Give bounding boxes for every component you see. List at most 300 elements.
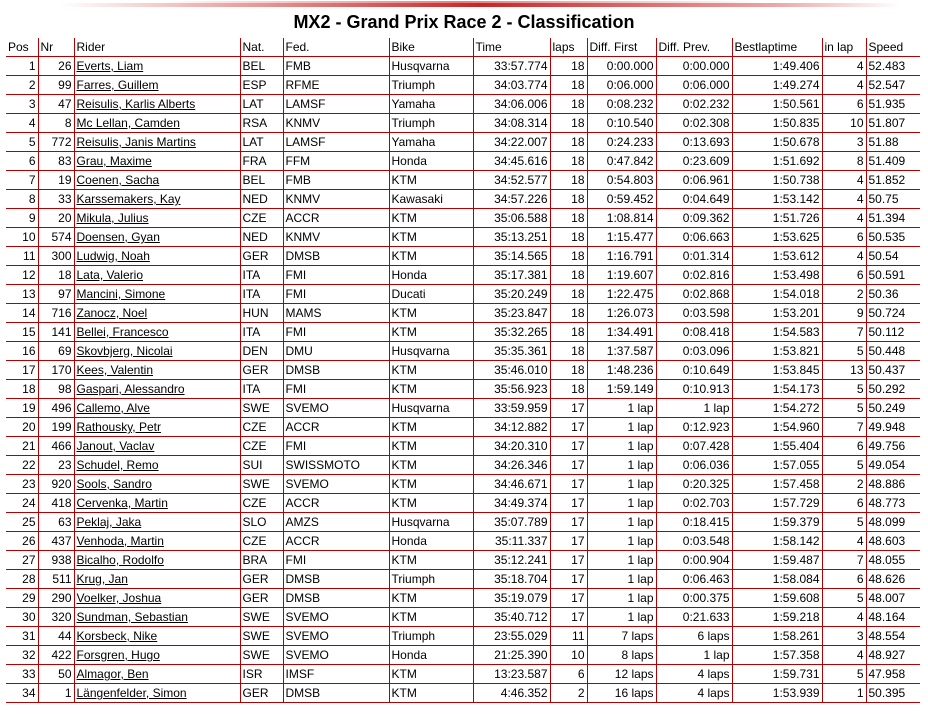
- rider-link[interactable]: Lata, Valerio: [76, 268, 143, 282]
- cell-nr: 716: [38, 304, 74, 323]
- cell-time: 34:08.314: [473, 114, 550, 133]
- cell-in-lap: 7: [822, 323, 866, 342]
- rider-link[interactable]: Reisulis, Janis Martins: [76, 135, 196, 149]
- cell-speed: 50.292: [866, 380, 920, 399]
- cell-nr: 8: [38, 114, 74, 133]
- cell-pos: 5: [6, 133, 38, 152]
- cell-rider: [74, 570, 240, 589]
- cell-in-lap: 5: [822, 456, 866, 475]
- cell-fed: ACCR: [283, 494, 389, 513]
- cell-bestlap: 1:54.173: [732, 380, 822, 399]
- table-row: [6, 285, 920, 304]
- cell-in-lap: 6: [822, 570, 866, 589]
- cell-rider: [74, 589, 240, 608]
- cell-diff-prev: 0:00.904: [656, 551, 732, 570]
- rider-link[interactable]: Kees, Valentin: [76, 363, 153, 377]
- cell-diff-first: 0:59.452: [587, 190, 656, 209]
- table-row: [6, 399, 920, 418]
- cell-fed: AMZS: [283, 513, 389, 532]
- rider-link[interactable]: Schudel, Remo: [76, 458, 159, 472]
- cell-in-lap: 3: [822, 133, 866, 152]
- cell-in-lap: 6: [822, 437, 866, 456]
- cell-bike: Yamaha: [389, 95, 473, 114]
- cell-in-lap: 3: [822, 627, 866, 646]
- cell-pos: 4: [6, 114, 38, 133]
- cell-nat: DEN: [240, 342, 283, 361]
- cell-diff-prev: 0:02.816: [656, 266, 732, 285]
- cell-diff-prev: 0:06.463: [656, 570, 732, 589]
- cell-diff-first: 16 laps: [587, 684, 656, 703]
- cell-diff-first: 1 lap: [587, 456, 656, 475]
- cell-diff-first: 7 laps: [587, 627, 656, 646]
- cell-speed: 50.75: [866, 190, 920, 209]
- cell-in-lap: 1: [822, 684, 866, 703]
- cell-nat: BRA: [240, 551, 283, 570]
- cell-diff-prev: 0:04.649: [656, 190, 732, 209]
- rider-link[interactable]: Sools, Sandro: [76, 477, 152, 491]
- cell-rider: [74, 608, 240, 627]
- cell-speed: 48.603: [866, 532, 920, 551]
- cell-speed: 50.591: [866, 266, 920, 285]
- cell-diff-prev: 0:03.096: [656, 342, 732, 361]
- cell-nat: HUN: [240, 304, 283, 323]
- cell-speed: 48.927: [866, 646, 920, 665]
- cell-rider: [74, 95, 240, 114]
- cell-bike: Husqvarna: [389, 342, 473, 361]
- cell-fed: ACCR: [283, 418, 389, 437]
- cell-bestlap: 1:50.561: [732, 95, 822, 114]
- cell-in-lap: 9: [822, 304, 866, 323]
- cell-nr: 938: [38, 551, 74, 570]
- rider-link[interactable]: Längenfelder, Simon: [76, 686, 187, 700]
- cell-speed: 51.807: [866, 114, 920, 133]
- table-row: [6, 627, 920, 646]
- cell-bike: Husqvarna: [389, 513, 473, 532]
- cell-rider: [74, 361, 240, 380]
- cell-laps: 18: [550, 171, 587, 190]
- table-row: [6, 190, 920, 209]
- column-header-diff-prev: Diff. Prev.: [656, 38, 732, 57]
- cell-nat: SWE: [240, 627, 283, 646]
- cell-bike: Honda: [389, 266, 473, 285]
- cell-bestlap: 1:58.142: [732, 532, 822, 551]
- cell-rider: [74, 551, 240, 570]
- cell-bestlap: 1:53.612: [732, 247, 822, 266]
- cell-bestlap: 1:54.960: [732, 418, 822, 437]
- rider-link[interactable]: Peklaj, Jaka: [76, 515, 142, 529]
- cell-diff-prev: 0:10.649: [656, 361, 732, 380]
- cell-diff-first: 1 lap: [587, 437, 656, 456]
- cell-speed: 48.099: [866, 513, 920, 532]
- cell-time: 35:12.241: [473, 551, 550, 570]
- rider-link[interactable]: Sundman, Sebastian: [76, 610, 188, 624]
- cell-fed: FMI: [283, 437, 389, 456]
- cell-speed: 52.547: [866, 76, 920, 95]
- cell-nat: ITA: [240, 323, 283, 342]
- rider-link[interactable]: Korsbeck, Nike: [76, 629, 158, 643]
- cell-diff-first: 0:10.540: [587, 114, 656, 133]
- rider-link[interactable]: Callemo, Alve: [76, 401, 150, 415]
- cell-rider: [74, 418, 240, 437]
- cell-diff-first: 1:22.475: [587, 285, 656, 304]
- cell-laps: 17: [550, 551, 587, 570]
- cell-diff-first: 1 lap: [587, 494, 656, 513]
- cell-diff-prev: 0:03.598: [656, 304, 732, 323]
- cell-speed: 51.88: [866, 133, 920, 152]
- cell-bike: Triumph: [389, 570, 473, 589]
- cell-in-lap: 6: [822, 228, 866, 247]
- cell-fed: DMSB: [283, 570, 389, 589]
- rider-link[interactable]: Coenen, Sacha: [76, 173, 160, 187]
- table-row: [6, 532, 920, 551]
- cell-laps: 17: [550, 456, 587, 475]
- cell-bike: Husqvarna: [389, 399, 473, 418]
- cell-pos: 26: [6, 532, 38, 551]
- cell-speed: 49.054: [866, 456, 920, 475]
- cell-bestlap: 1:54.018: [732, 285, 822, 304]
- cell-bike: Ducati: [389, 285, 473, 304]
- cell-fed: KNMV: [283, 228, 389, 247]
- cell-diff-first: 1 lap: [587, 513, 656, 532]
- cell-rider: [74, 475, 240, 494]
- cell-bike: KTM: [389, 171, 473, 190]
- rider-link[interactable]: Bicalho, Rodolfo: [76, 553, 164, 567]
- cell-speed: 51.394: [866, 209, 920, 228]
- cell-speed: 51.852: [866, 171, 920, 190]
- cell-fed: KNMV: [283, 190, 389, 209]
- column-header-fed: Fed.: [283, 38, 389, 57]
- cell-pos: 9: [6, 209, 38, 228]
- cell-fed: SVEMO: [283, 646, 389, 665]
- cell-bestlap: 1:55.404: [732, 437, 822, 456]
- cell-in-lap: 4: [822, 532, 866, 551]
- table-row: [6, 494, 920, 513]
- rider-link[interactable]: Skovbjerg, Nicolai: [76, 344, 173, 358]
- rider-link[interactable]: Krug, Jan: [76, 572, 128, 586]
- cell-diff-first: 1:37.587: [587, 342, 656, 361]
- cell-time: 35:06.588: [473, 209, 550, 228]
- cell-bike: Triumph: [389, 76, 473, 95]
- cell-nr: 290: [38, 589, 74, 608]
- results-table: [6, 38, 920, 703]
- cell-diff-prev: 0:06.000: [656, 76, 732, 95]
- cell-pos: 27: [6, 551, 38, 570]
- table-header-row: [6, 38, 920, 57]
- cell-nr: 511: [38, 570, 74, 589]
- cell-laps: 17: [550, 399, 587, 418]
- cell-pos: 34: [6, 684, 38, 703]
- cell-in-lap: 6: [822, 95, 866, 114]
- rider-link[interactable]: Mancini, Simone: [76, 287, 166, 301]
- cell-pos: 16: [6, 342, 38, 361]
- cell-fed: SWISSMOTO: [283, 456, 389, 475]
- rider-link[interactable]: Voelker, Joshua: [76, 591, 162, 605]
- cell-in-lap: 5: [822, 342, 866, 361]
- cell-nr: 466: [38, 437, 74, 456]
- cell-nr: 20: [38, 209, 74, 228]
- rider-link[interactable]: Almagor, Ben: [76, 667, 149, 681]
- cell-bestlap: 1:50.738: [732, 171, 822, 190]
- cell-rider: [74, 399, 240, 418]
- rider-link[interactable]: Zanocz, Noel: [76, 306, 148, 320]
- cell-fed: FMI: [283, 551, 389, 570]
- cell-diff-prev: 0:10.913: [656, 380, 732, 399]
- table-row: [6, 437, 920, 456]
- cell-diff-prev: 0:21.633: [656, 608, 732, 627]
- cell-nr: 772: [38, 133, 74, 152]
- cell-time: 34:12.882: [473, 418, 550, 437]
- cell-speed: 48.626: [866, 570, 920, 589]
- cell-rider: [74, 532, 240, 551]
- rider-link[interactable]: Grau, Maxime: [76, 154, 152, 168]
- rider-link[interactable]: Gaspari, Alessandro: [76, 382, 185, 396]
- cell-diff-prev: 0:02.868: [656, 285, 732, 304]
- cell-bestlap: 1:57.458: [732, 475, 822, 494]
- cell-diff-prev: 4 laps: [656, 665, 732, 684]
- cell-bestlap: 1:57.729: [732, 494, 822, 513]
- table-row: [6, 456, 920, 475]
- rider-link[interactable]: Venhoda, Martin: [76, 534, 164, 548]
- cell-nr: 437: [38, 532, 74, 551]
- table-row: [6, 418, 920, 437]
- cell-pos: 31: [6, 627, 38, 646]
- cell-time: 21:25.390: [473, 646, 550, 665]
- cell-bestlap: 1:59.608: [732, 589, 822, 608]
- cell-diff-first: 1 lap: [587, 551, 656, 570]
- rider-link[interactable]: Ludwig, Noah: [76, 249, 150, 263]
- cell-nat: CZE: [240, 437, 283, 456]
- cell-rider: [74, 228, 240, 247]
- table-row: [6, 76, 920, 95]
- cell-nr: 320: [38, 608, 74, 627]
- cell-diff-prev: 0:06.961: [656, 171, 732, 190]
- cell-laps: 17: [550, 494, 587, 513]
- cell-diff-prev: 0:02.703: [656, 494, 732, 513]
- cell-nat: LAT: [240, 95, 283, 114]
- cell-nat: SUI: [240, 456, 283, 475]
- cell-nat: CZE: [240, 494, 283, 513]
- cell-rider: [74, 380, 240, 399]
- cell-rider: [74, 209, 240, 228]
- cell-diff-prev: 0:02.308: [656, 114, 732, 133]
- column-header-pos: Pos: [6, 38, 38, 57]
- cell-time: 34:49.374: [473, 494, 550, 513]
- cell-pos: 24: [6, 494, 38, 513]
- cell-laps: 17: [550, 570, 587, 589]
- cell-diff-first: 0:47.842: [587, 152, 656, 171]
- cell-nr: 18: [38, 266, 74, 285]
- cell-diff-prev: 0:01.314: [656, 247, 732, 266]
- cell-time: 34:57.226: [473, 190, 550, 209]
- cell-bike: Honda: [389, 532, 473, 551]
- cell-rider: [74, 304, 240, 323]
- rider-link[interactable]: Janout, Vaclav: [76, 439, 155, 453]
- cell-diff-prev: 0:18.415: [656, 513, 732, 532]
- cell-time: 35:19.079: [473, 589, 550, 608]
- cell-fed: FMI: [283, 380, 389, 399]
- column-header-rider: Rider: [74, 38, 240, 57]
- rider-link[interactable]: Everts, Liam: [76, 59, 144, 73]
- cell-diff-first: 1 lap: [587, 399, 656, 418]
- cell-diff-first: 12 laps: [587, 665, 656, 684]
- page-title: MX2 - Grand Prix Race 2 - Classification: [293, 12, 635, 32]
- table-row: [6, 570, 920, 589]
- rider-link[interactable]: Farres, Guillem: [76, 78, 159, 92]
- cell-rider: [74, 494, 240, 513]
- cell-nat: BEL: [240, 57, 283, 76]
- cell-bestlap: 1:53.821: [732, 342, 822, 361]
- cell-rider: [74, 133, 240, 152]
- table-row: [6, 247, 920, 266]
- cell-diff-first: 0:08.232: [587, 95, 656, 114]
- cell-pos: 11: [6, 247, 38, 266]
- cell-diff-first: 0:06.000: [587, 76, 656, 95]
- cell-bike: Honda: [389, 152, 473, 171]
- cell-laps: 11: [550, 627, 587, 646]
- cell-nat: ITA: [240, 285, 283, 304]
- table-row: [6, 665, 920, 684]
- rider-link[interactable]: Mc Lellan, Camden: [76, 116, 180, 130]
- cell-diff-first: 1:48.236: [587, 361, 656, 380]
- cell-fed: KNMV: [283, 114, 389, 133]
- cell-laps: 17: [550, 418, 587, 437]
- cell-bestlap: 1:51.692: [732, 152, 822, 171]
- header-decoration: [0, 0, 928, 10]
- cell-nr: 23: [38, 456, 74, 475]
- cell-in-lap: 4: [822, 247, 866, 266]
- cell-laps: 18: [550, 57, 587, 76]
- cell-rider: [74, 285, 240, 304]
- cell-rider: [74, 342, 240, 361]
- cell-fed: FMB: [283, 57, 389, 76]
- cell-nr: 496: [38, 399, 74, 418]
- cell-nr: 170: [38, 361, 74, 380]
- cell-time: 13:23.587: [473, 665, 550, 684]
- cell-laps: 18: [550, 152, 587, 171]
- cell-rider: [74, 57, 240, 76]
- cell-nr: 98: [38, 380, 74, 399]
- cell-diff-prev: 0:13.693: [656, 133, 732, 152]
- cell-time: 35:17.381: [473, 266, 550, 285]
- cell-diff-prev: 0:06.663: [656, 228, 732, 247]
- cell-diff-prev: 0:20.325: [656, 475, 732, 494]
- cell-laps: 2: [550, 684, 587, 703]
- rider-link[interactable]: Forsgren, Hugo: [76, 648, 160, 662]
- cell-pos: 10: [6, 228, 38, 247]
- cell-fed: RFME: [283, 76, 389, 95]
- cell-fed: FMI: [283, 266, 389, 285]
- cell-laps: 17: [550, 589, 587, 608]
- cell-diff-prev: 0:06.036: [656, 456, 732, 475]
- cell-pos: 6: [6, 152, 38, 171]
- cell-fed: DMSB: [283, 589, 389, 608]
- cell-in-lap: 5: [822, 399, 866, 418]
- cell-pos: 28: [6, 570, 38, 589]
- cell-bike: Yamaha: [389, 133, 473, 152]
- cell-fed: FMI: [283, 323, 389, 342]
- cell-fed: SVEMO: [283, 475, 389, 494]
- cell-nat: ISR: [240, 665, 283, 684]
- cell-rider: [74, 247, 240, 266]
- cell-nr: 33: [38, 190, 74, 209]
- cell-nat: GER: [240, 247, 283, 266]
- cell-speed: 50.54: [866, 247, 920, 266]
- cell-bestlap: 1:53.939: [732, 684, 822, 703]
- cell-nat: GER: [240, 361, 283, 380]
- cell-laps: 18: [550, 361, 587, 380]
- cell-in-lap: 7: [822, 551, 866, 570]
- cell-in-lap: 4: [822, 57, 866, 76]
- cell-in-lap: 8: [822, 152, 866, 171]
- cell-nr: 97: [38, 285, 74, 304]
- cell-speed: 50.535: [866, 228, 920, 247]
- cell-bike: Triumph: [389, 114, 473, 133]
- cell-time: 33:59.959: [473, 399, 550, 418]
- cell-bestlap: 1:58.261: [732, 627, 822, 646]
- cell-nr: 63: [38, 513, 74, 532]
- cell-pos: 7: [6, 171, 38, 190]
- cell-speed: 51.935: [866, 95, 920, 114]
- rider-link[interactable]: Cervenka, Martin: [76, 496, 168, 510]
- table-row: [6, 589, 920, 608]
- rider-link[interactable]: Karssemakers, Kay: [76, 192, 181, 206]
- cell-pos: 33: [6, 665, 38, 684]
- cell-bestlap: 1:59.218: [732, 608, 822, 627]
- cell-bestlap: 1:53.625: [732, 228, 822, 247]
- cell-laps: 18: [550, 209, 587, 228]
- table-row: [6, 266, 920, 285]
- cell-bike: KTM: [389, 323, 473, 342]
- cell-time: 35:20.249: [473, 285, 550, 304]
- cell-fed: DMSB: [283, 684, 389, 703]
- rider-link[interactable]: Rathousky, Petr: [76, 420, 161, 434]
- cell-nr: 50: [38, 665, 74, 684]
- cell-bike: KTM: [389, 418, 473, 437]
- cell-in-lap: 13: [822, 361, 866, 380]
- table-row: [6, 171, 920, 190]
- cell-fed: SVEMO: [283, 608, 389, 627]
- cell-diff-prev: 6 laps: [656, 627, 732, 646]
- rider-link[interactable]: Mikula, Julius: [76, 211, 149, 225]
- cell-rider: [74, 76, 240, 95]
- table-row: [6, 513, 920, 532]
- cell-diff-prev: 0:07.428: [656, 437, 732, 456]
- cell-in-lap: 4: [822, 608, 866, 627]
- cell-bike: KTM: [389, 589, 473, 608]
- rider-link[interactable]: Reisulis, Karlis Alberts: [76, 97, 196, 111]
- cell-bestlap: 1:57.358: [732, 646, 822, 665]
- cell-bestlap: 1:54.272: [732, 399, 822, 418]
- cell-in-lap: 4: [822, 190, 866, 209]
- cell-diff-prev: 0:23.609: [656, 152, 732, 171]
- cell-time: 35:32.265: [473, 323, 550, 342]
- cell-diff-prev: 0:03.548: [656, 532, 732, 551]
- rider-link[interactable]: Bellei, Francesco: [76, 325, 169, 339]
- cell-laps: 18: [550, 247, 587, 266]
- column-header-time: Time: [473, 38, 550, 57]
- rider-link[interactable]: Doensen, Gyan: [76, 230, 160, 244]
- cell-laps: 17: [550, 513, 587, 532]
- cell-diff-first: 1 lap: [587, 418, 656, 437]
- cell-bestlap: 1:58.084: [732, 570, 822, 589]
- cell-in-lap: 2: [822, 285, 866, 304]
- cell-in-lap: 5: [822, 513, 866, 532]
- cell-diff-first: 0:54.803: [587, 171, 656, 190]
- cell-speed: 50.448: [866, 342, 920, 361]
- cell-laps: 18: [550, 342, 587, 361]
- cell-fed: DMU: [283, 342, 389, 361]
- cell-nat: GER: [240, 570, 283, 589]
